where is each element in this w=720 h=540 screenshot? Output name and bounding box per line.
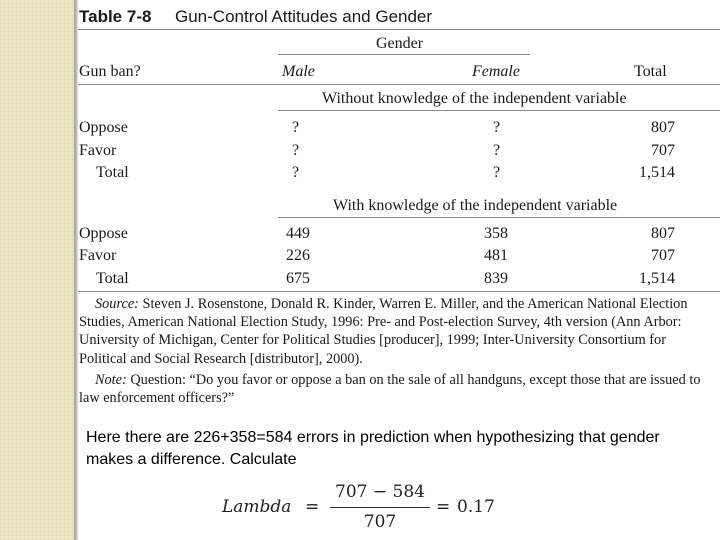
sidebar-texture xyxy=(0,0,76,540)
title-rule xyxy=(78,29,720,30)
source-label: Source: xyxy=(95,296,139,312)
female-cell: 481 xyxy=(484,247,508,264)
table-bottom-rule xyxy=(78,291,720,292)
male-cell: 449 xyxy=(286,225,310,242)
total-cell: 807 xyxy=(651,119,675,136)
row-label: Total xyxy=(96,270,129,287)
table-title: Gun-Control Attitudes and Gender xyxy=(175,7,433,26)
male-cell: ? xyxy=(292,164,300,181)
female-cell: ? xyxy=(493,142,501,159)
gender-group-header: Gender xyxy=(376,35,424,52)
formula-equals-2: = xyxy=(436,497,451,517)
explanation-caption: Here there are 226+358=584 errors in prediction when hypothesizing that gender makes a difference. Calculate xyxy=(86,429,660,468)
male-cell: 226 xyxy=(286,247,310,264)
formula-equals-1: = xyxy=(305,497,320,517)
gender-underline xyxy=(278,54,530,55)
fraction-bar xyxy=(330,507,430,508)
section-without-heading: Without knowledge of the independent variable xyxy=(322,90,627,107)
source-note xyxy=(79,295,715,368)
question-note xyxy=(79,371,715,407)
source-text: Steven J. Rosenstone, Donald R. Kinder, Warren E. Miller, and the American National Election Studies, American National Election Study, 1996: Pre- and Post-election Survey, 4th version (Ann Arbor: University of Michigan, Center for Political Studies [producer], 1999; Inter-University Consortium for Political and Social Research [distributor], 2000). xyxy=(79,296,688,367)
table-number: Table 7-8 xyxy=(79,7,152,26)
female-cell: ? xyxy=(493,164,501,181)
formula-lhs: Lambda xyxy=(222,497,292,517)
total-cell: 707 xyxy=(651,247,675,264)
row-label: Total xyxy=(96,164,129,181)
total-header: Total xyxy=(634,63,667,80)
male-cell: 675 xyxy=(286,270,310,287)
total-cell: 807 xyxy=(651,225,675,242)
note-label: Note: xyxy=(95,372,127,388)
female-cell: 839 xyxy=(484,270,508,287)
male-cell: ? xyxy=(292,119,300,136)
female-cell: ? xyxy=(493,119,501,136)
row-label: Oppose xyxy=(79,119,128,136)
female-header: Female xyxy=(472,63,520,80)
formula-result: 0.17 xyxy=(457,497,495,517)
row-label: Oppose xyxy=(79,225,128,242)
row-label: Favor xyxy=(79,247,117,264)
section-with-heading: With knowledge of the independent variable xyxy=(333,197,618,214)
note-text: Question: “Do you favor or oppose a ban on the sale of all handguns, except those that are issued to law enforcement officers?” xyxy=(79,372,701,407)
row-label-header: Gun ban? xyxy=(79,63,141,80)
female-cell: 358 xyxy=(484,225,508,242)
formula-denominator: 707 xyxy=(363,512,397,532)
total-cell: 1,514 xyxy=(639,164,675,181)
section-with-rule xyxy=(278,217,720,218)
total-cell: 1,514 xyxy=(639,270,675,287)
row-label: Favor xyxy=(79,142,117,159)
male-cell: ? xyxy=(292,142,300,159)
header-rule xyxy=(78,84,720,85)
total-cell: 707 xyxy=(651,142,675,159)
section-without-rule xyxy=(278,110,720,111)
formula-numerator: 707 − 584 xyxy=(335,482,425,502)
sidebar-divider xyxy=(74,0,78,540)
male-header: Male xyxy=(282,63,315,80)
